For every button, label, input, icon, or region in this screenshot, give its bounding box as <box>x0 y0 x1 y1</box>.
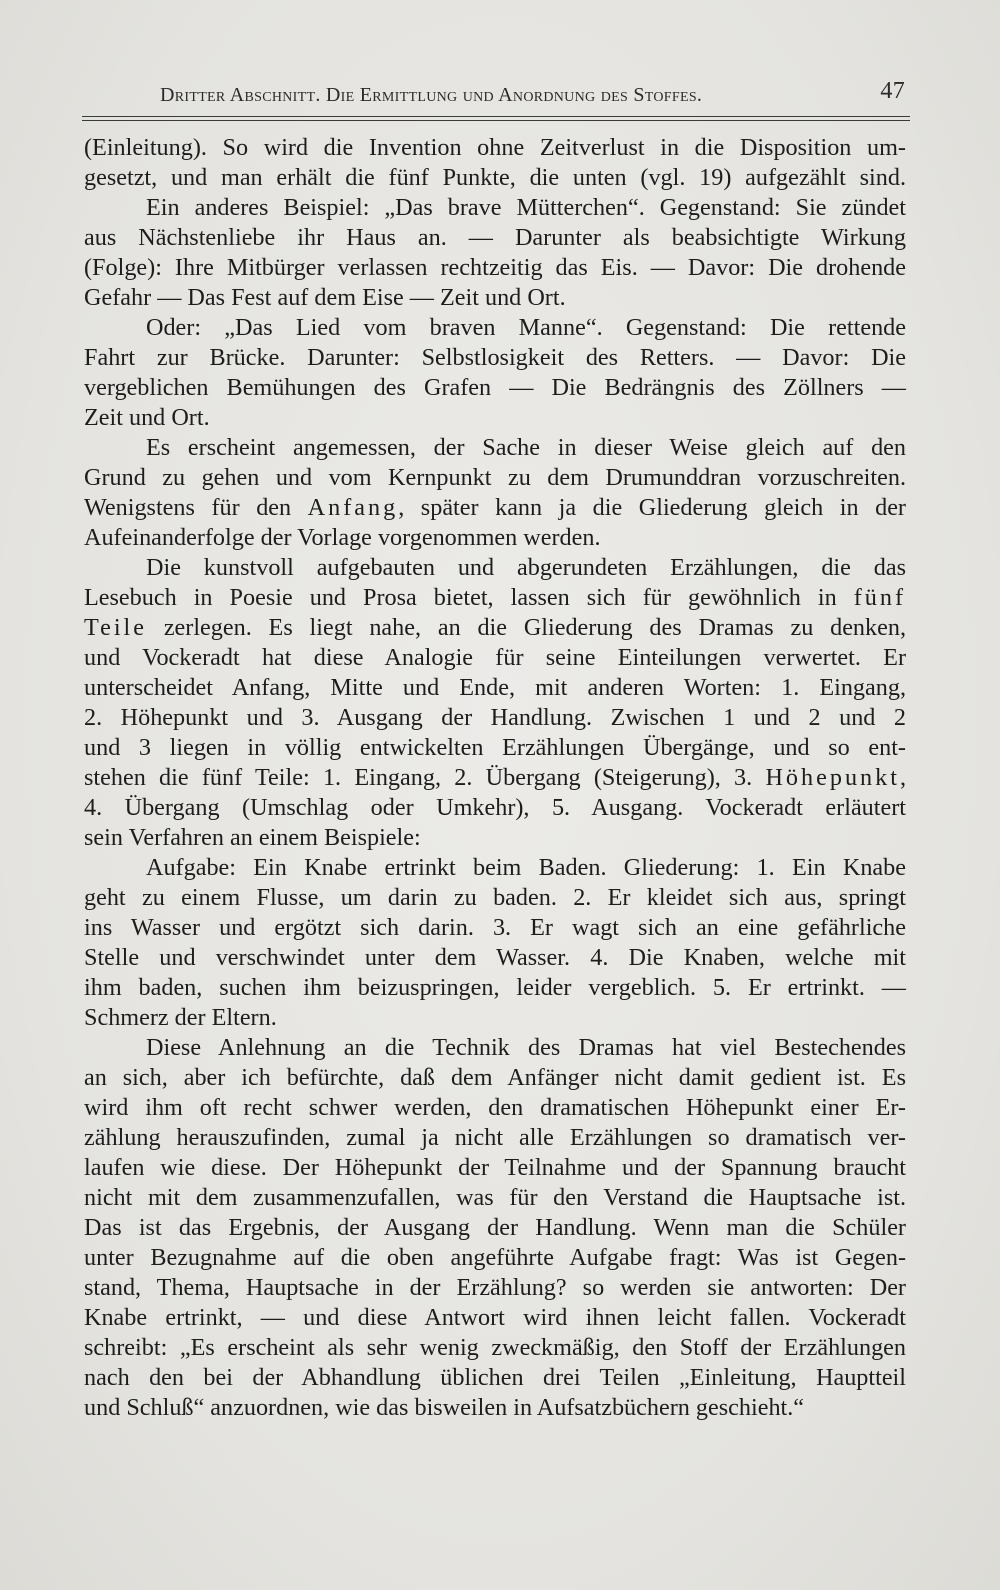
text-segment: Wenigstens für den <box>84 494 292 521</box>
spaced-emphasis: Teile <box>84 614 147 641</box>
spaced-emphasis: fünf <box>853 584 906 611</box>
text-line: an sich, aber ich befürchte, daß dem Anfänger nicht damit gedient ist. Es <box>84 1064 906 1091</box>
text-line: Stelle und verschwindet unter dem Wasser. 4. Die Knaben, welche mit <box>84 944 906 971</box>
text-line: (Einleitung). So wird die Invention ohne Zeitverlust in die Disposition um- <box>84 134 906 161</box>
text-line: und Schluß“ anzuordnen, wie das bisweilen in Aufsatzbüchern geschieht.“ <box>84 1394 805 1421</box>
text-line: gesetzt, und man erhält die fünf Punkte, die unten (vgl. 19) aufgezählt sind. <box>84 164 906 191</box>
body-text <box>84 133 906 1423</box>
text-line: Diese Anlehnung an die Technik des Dramas hat viel Bestechendes <box>146 1034 906 1061</box>
text-line: Aufeinanderfolge der Vorlage vorgenommen werden. <box>84 524 601 551</box>
text-line <box>84 583 906 613</box>
text-line <box>84 763 906 793</box>
spaced-emphasis: Anfang <box>307 494 399 521</box>
text-line: und Vockeradt hat diese Analogie für seine Einteilungen verwertet. Er <box>84 644 906 671</box>
text-segment: zerlegen. Es liegt nahe, an die Gliederung des Dramas zu denken, <box>163 614 907 641</box>
text-segment: stehen die fünf Teile: 1. Eingang, 2. Übergang (Steigerung), 3. <box>84 764 753 791</box>
text-line: (Folge): Ihre Mitbürger verlassen rechtzeitig das Eis. — Davor: Die drohende <box>84 254 906 281</box>
text-line: Zeit und Ort. <box>84 404 210 431</box>
text-line: sein Verfahren an einem Beispiele: <box>84 824 421 851</box>
text-line: und 3 liegen in völlig entwickelten Erzählungen Übergänge, und so ent- <box>84 734 906 761</box>
text-line: vergeblichen Bemühungen des Grafen — Die Bedrängnis des Zöllners — <box>84 374 906 401</box>
text-line: Knabe ertrinkt, — und diese Antwort wird ihnen leicht fallen. Vockeradt <box>84 1304 906 1331</box>
text-line: Oder: „Das Lied vom braven Manne“. Gegenstand: Die rettende <box>146 314 906 341</box>
page-number: 47 <box>880 78 905 104</box>
text-line: nicht mit dem zusammenzufallen, was für den Verstand die Hauptsache ist. <box>84 1184 906 1211</box>
header-rule-top <box>82 116 910 117</box>
text-line: Die kunstvoll aufgebauten und abgerundeten Erzählungen, die das <box>146 554 906 581</box>
text-line: Ein anderes Beispiel: „Das brave Mütterchen“. Gegenstand: Sie zündet <box>146 194 906 221</box>
text-line: zählung herauszufinden, zumal ja nicht alle Erzählungen so dramatisch ver- <box>84 1124 906 1151</box>
text-line: Fahrt zur Brücke. Darunter: Selbstlosigkeit des Retters. — Davor: Die <box>84 344 906 371</box>
text-line: wird ihm oft recht schwer werden, den dramatischen Höhepunkt einer Er- <box>84 1094 906 1121</box>
text-line: geht zu einem Flusse, um darin zu baden. 2. Er kleidet sich aus, springt <box>84 884 906 911</box>
text-line <box>84 613 906 643</box>
text-line: Es erscheint angemessen, der Sache in dieser Weise gleich auf den <box>146 434 906 461</box>
text-line: 4. Übergang (Umschlag oder Umkehr), 5. Ausgang. Vockeradt erläutert <box>84 794 906 821</box>
spaced-emphasis: Höhepunkt <box>765 764 900 791</box>
text-line: laufen wie diese. Der Höhepunkt der Teilnahme und der Spannung braucht <box>84 1154 906 1181</box>
chapter-heading: Dritter Abschnitt. Die Ermittlung und Anordnung des Stoffes. <box>160 84 703 106</box>
text-line: ins Wasser und ergötzt sich darin. 3. Er wagt sich an eine gefährliche <box>84 914 906 941</box>
text-line: unter Bezugnahme auf die oben angeführte Aufgabe fragt: Was ist Gegen- <box>84 1244 906 1271</box>
text-line: 2. Höhepunkt und 3. Ausgang der Handlung. Zwischen 1 und 2 und 2 <box>84 704 906 731</box>
text-line: aus Nächstenliebe ihr Haus an. — Darunter als beabsichtigte Wirkung <box>84 224 906 251</box>
text-line: Das ist das Ergebnis, der Ausgang der Handlung. Wenn man die Schüler <box>84 1214 906 1241</box>
text-line: ihm baden, suchen ihm beizuspringen, leider vergeblich. 5. Er ertrinkt. — <box>84 974 906 1001</box>
text-line <box>84 493 906 523</box>
text-line: Gefahr — Das Fest auf dem Eise — Zeit und Ort. <box>84 284 566 311</box>
text-line: unterscheidet Anfang, Mitte und Ende, mit anderen Worten: 1. Eingang, <box>84 674 906 701</box>
text-line: Schmerz der Eltern. <box>84 1004 277 1031</box>
text-segment: , später kann ja die Gliederung gleich in der <box>398 494 906 521</box>
text-segment: Lesebuch in Poesie und Prosa bietet, lassen sich für gewöhnlich in <box>84 584 837 611</box>
text-line: stand, Thema, Hauptsache in der Erzählung? so werden sie antworten: Der <box>84 1274 906 1301</box>
text-line: nach den bei der Abhandlung üblichen drei Teilen „Einleitung, Hauptteil <box>84 1364 906 1391</box>
text-line: Grund zu gehen und vom Kernpunkt zu dem Drumunddran vorzuschreiten. <box>84 464 906 491</box>
text-line: schreibt: „Es erscheint als sehr wenig zweckmäßig, den Stoff der Erzählungen <box>84 1334 906 1361</box>
header-rule-bottom <box>82 120 910 121</box>
text-segment: , <box>899 764 907 791</box>
text-line: Aufgabe: Ein Knabe ertrinkt beim Baden. Gliederung: 1. Ein Knabe <box>146 854 906 881</box>
